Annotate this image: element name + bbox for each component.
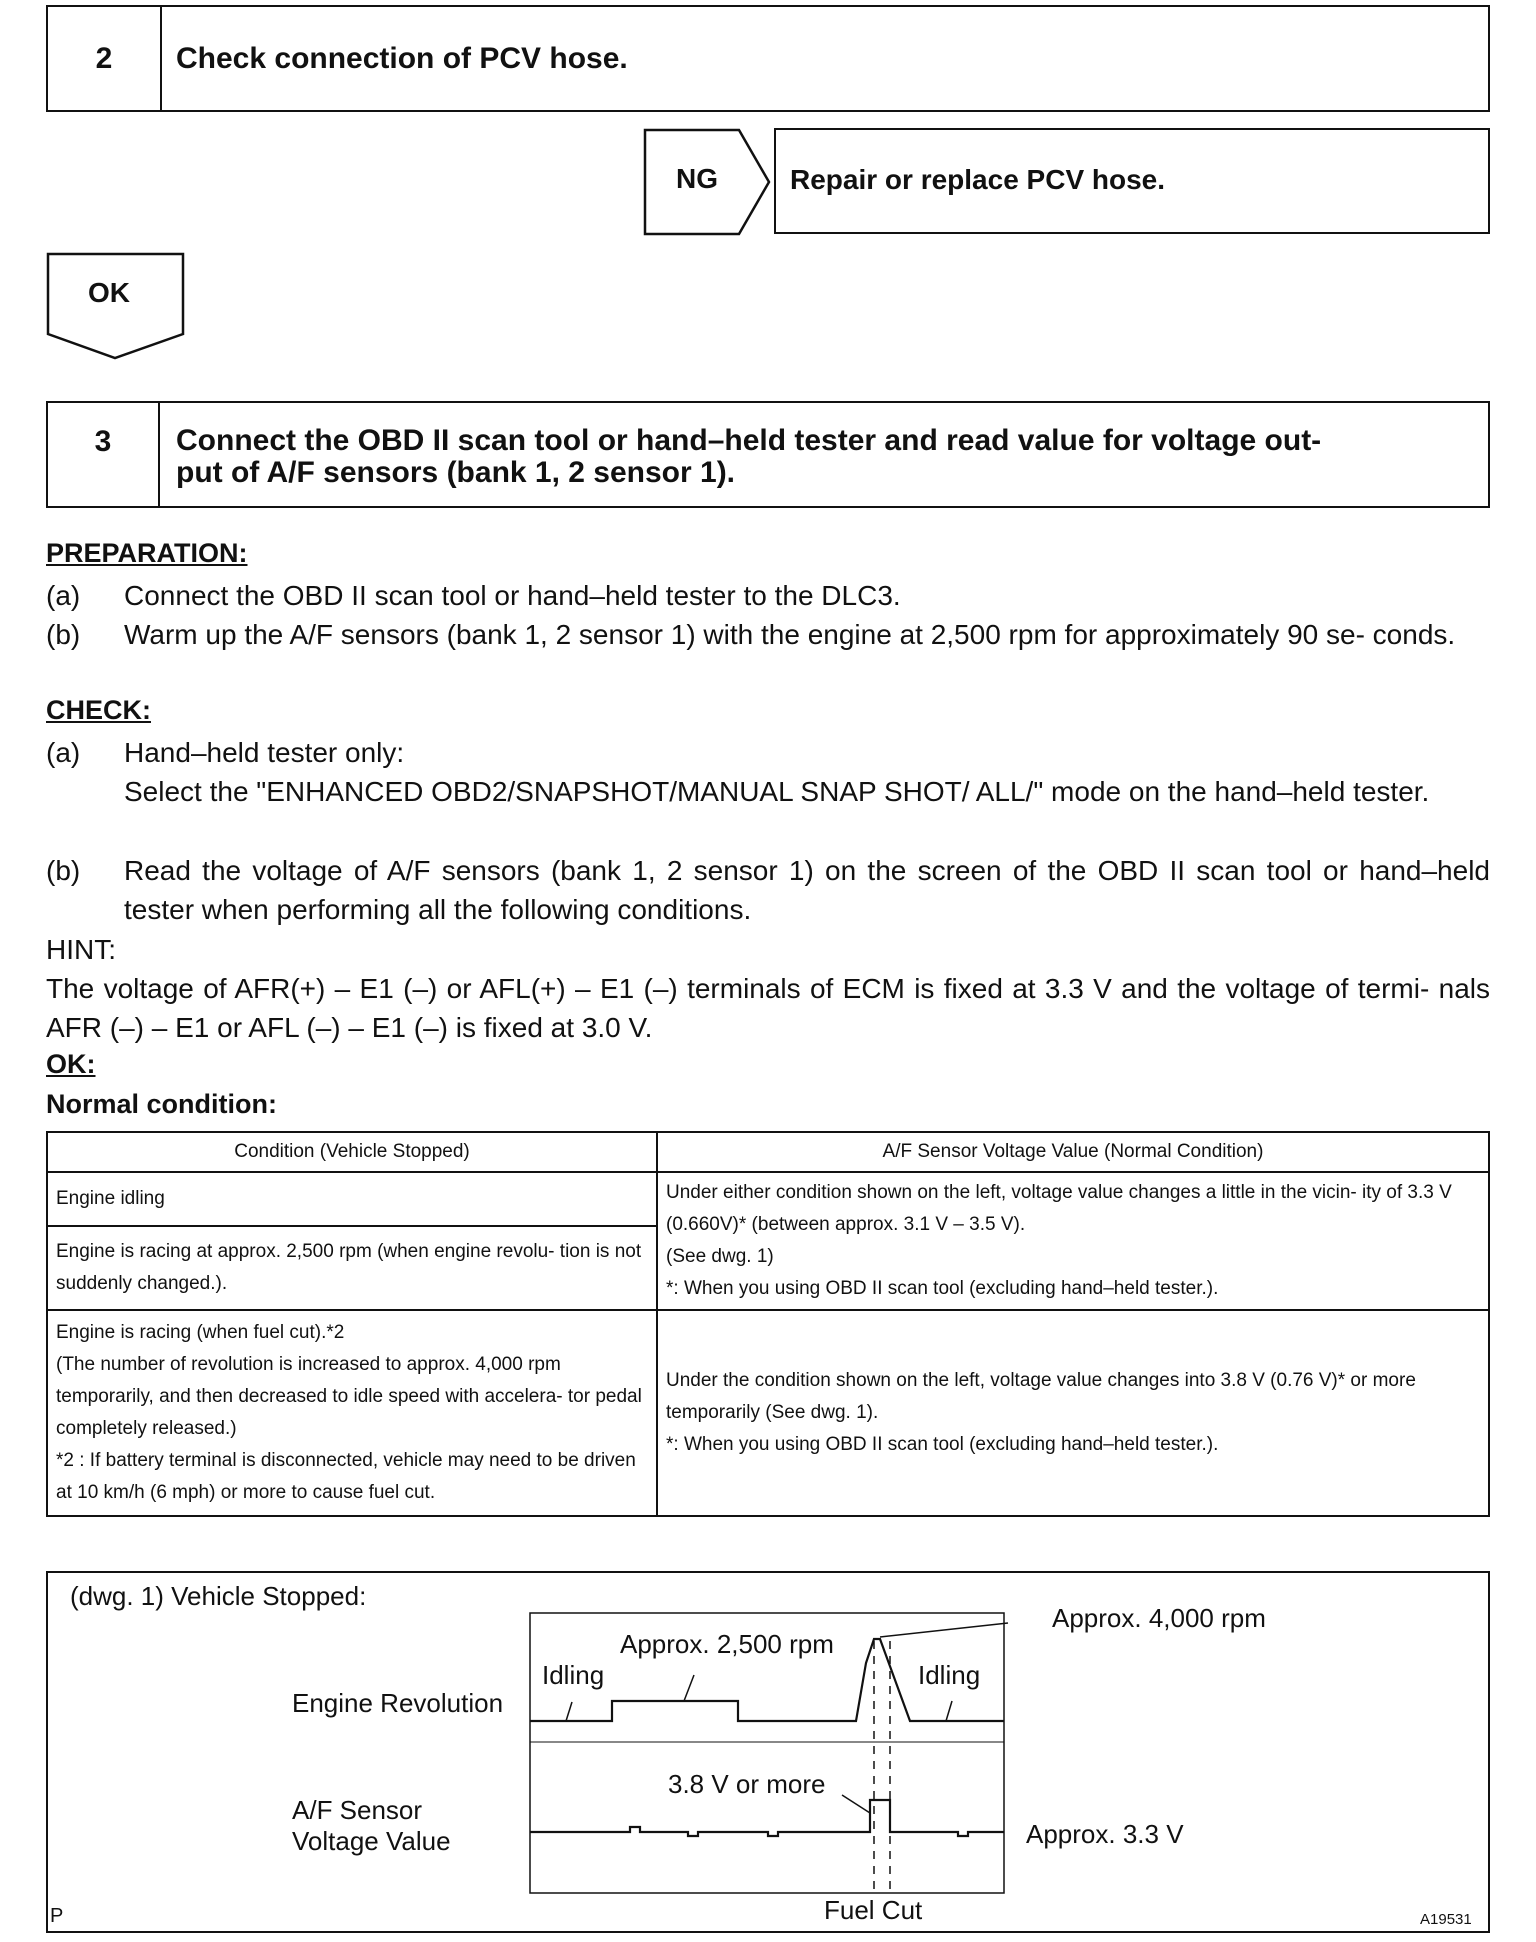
preparation-item-a-text: Connect the OBD II scan tool or hand–held tester to the DLC3. bbox=[124, 580, 901, 611]
normal-condition-label: Normal condition: bbox=[46, 1089, 277, 1119]
table-cell-idling: Engine idling bbox=[47, 1172, 657, 1226]
label-3-8v: 3.8 V or more bbox=[668, 1769, 826, 1799]
check-heading: CHECK: bbox=[46, 695, 151, 725]
step-2-box bbox=[46, 5, 1490, 112]
check-item-a-line1: Hand–held tester only: bbox=[124, 737, 405, 768]
step-3-title-line1: Connect the OBD II scan tool or hand–held tester and read value for voltage out- bbox=[176, 424, 1322, 457]
label-af-sensor-line2: Voltage Value bbox=[292, 1826, 451, 1856]
ng-action-box bbox=[774, 128, 1490, 234]
label-approx-3-3v: Approx. 3.3 V bbox=[1026, 1819, 1184, 1849]
step-3-box bbox=[46, 401, 1490, 508]
ok-heading: OK: bbox=[46, 1049, 96, 1079]
value-normal-line1: Under either condition shown on the left, voltage value changes a little in the vicin- ity of 3.3 V (0.660V)* (between approx. 3.1 V – 3.5 V). bbox=[666, 1182, 1452, 1235]
table-cell-racing-2500: Engine is racing at approx. 2,500 rpm (when engine revolu- tion is not suddenly changed.). bbox=[47, 1226, 657, 1310]
ng-label: NG bbox=[676, 163, 718, 194]
fuel-cut-line2: (The number of revolution is increased to approx. 4,000 rpm temporarily, and then decreased to idle speed with accelera- tor pedal completely released.) bbox=[56, 1354, 642, 1439]
table-row bbox=[47, 1310, 1489, 1516]
check-item-a-body bbox=[124, 733, 1490, 811]
value-normal-line2: (See dwg. 1) bbox=[666, 1246, 774, 1267]
step-2-number: 2 bbox=[48, 7, 162, 110]
corner-mark-p: P bbox=[50, 1905, 64, 1927]
check-item-b bbox=[46, 851, 1490, 929]
step-3-title-line2: put of A/F sensors (bank 1, 2 sensor 1). bbox=[176, 456, 736, 489]
step-3-number-text: 3 bbox=[94, 425, 112, 458]
step-3-number bbox=[48, 403, 160, 506]
label-idling-right: Idling bbox=[918, 1660, 981, 1690]
label-idling-left: Idling bbox=[542, 1660, 605, 1690]
hint-heading: HINT: bbox=[46, 934, 116, 965]
ok-label: OK bbox=[88, 277, 130, 308]
check-item-b-label: (b) bbox=[46, 855, 81, 886]
table-cell-value-fuel-cut bbox=[657, 1310, 1489, 1516]
label-af-sensor-line1: A/F Sensor bbox=[292, 1795, 423, 1825]
table-header-value: A/F Sensor Voltage Value (Normal Condition) bbox=[657, 1132, 1489, 1172]
value-fuel-cut-line1: Under the condition shown on the left, voltage value changes into 3.8 V (0.76 V)* or more temporarily (See dwg. 1). bbox=[666, 1370, 1416, 1423]
drawing-title: (dwg. 1) Vehicle Stopped: bbox=[70, 1581, 367, 1611]
waveform-diagram bbox=[48, 1573, 1488, 1931]
preparation-item-a-label: (a) bbox=[46, 580, 81, 611]
preparation-item-b-label: (b) bbox=[46, 619, 81, 650]
value-fuel-cut-line2: *: When you using OBD II scan tool (excluding hand–held tester.). bbox=[666, 1434, 1219, 1455]
value-normal-line3: *: When you using OBD II scan tool (excluding hand–held tester.). bbox=[666, 1278, 1219, 1299]
hint-text: The voltage of AFR(+) – E1 (–) or AFL(+) – E1 (–) terminals of ECM is fixed at 3.3 V and the voltage of termi- nals AFR (–) – E1 or AFL (–) – E1 (–) is fixed at 3.0 V. bbox=[46, 973, 1490, 1043]
fuel-cut-line1: Engine is racing (when fuel cut).*2 bbox=[56, 1322, 345, 1343]
preparation-item-b-text: Warm up the A/F sensors (bank 1, 2 sensor 1) with the engine at 2,500 rpm for approximately 90 se- conds. bbox=[124, 619, 1456, 650]
table-cell-fuel-cut bbox=[47, 1310, 657, 1516]
preparation-heading: PREPARATION: bbox=[46, 538, 248, 568]
figure-id: A19531 bbox=[1420, 1911, 1472, 1928]
drawing-1 bbox=[46, 1571, 1490, 1933]
label-fuel-cut: Fuel Cut bbox=[824, 1895, 923, 1925]
table-header-row bbox=[47, 1132, 1489, 1172]
preparation-item-b bbox=[46, 615, 1490, 693]
table-row bbox=[47, 1172, 1489, 1226]
check-item-b-text: Read the voltage of A/F sensors (bank 1, 2 sensor 1) on the screen of the OBD II scan tool or hand–held tester when performing all the following conditions. bbox=[124, 855, 1490, 925]
ng-action-text: Repair or replace PCV hose. bbox=[790, 164, 1166, 195]
table-header-condition: Condition (Vehicle Stopped) bbox=[47, 1132, 657, 1172]
step-2-title: Check connection of PCV hose. bbox=[176, 42, 628, 75]
step-3-title bbox=[176, 425, 1474, 489]
label-approx-2500: Approx. 2,500 rpm bbox=[620, 1629, 834, 1659]
check-item-a-line2: Select the "ENHANCED OBD2/SNAPSHOT/MANUAL SNAP SHOT/ ALL/" mode on the hand–held tester. bbox=[124, 776, 1430, 807]
check-item-a bbox=[46, 733, 1490, 851]
normal-condition-table bbox=[46, 1131, 1490, 1517]
fuel-cut-line3: *2 : If battery terminal is disconnected, vehicle may need to be driven at 10 km/h (6 mph) or more to cause fuel cut. bbox=[56, 1450, 636, 1503]
label-engine-revolution: Engine Revolution bbox=[292, 1688, 504, 1718]
label-approx-4000: Approx. 4,000 rpm bbox=[1052, 1603, 1266, 1633]
check-item-a-label: (a) bbox=[46, 737, 81, 768]
table-cell-value-normal bbox=[657, 1172, 1489, 1310]
